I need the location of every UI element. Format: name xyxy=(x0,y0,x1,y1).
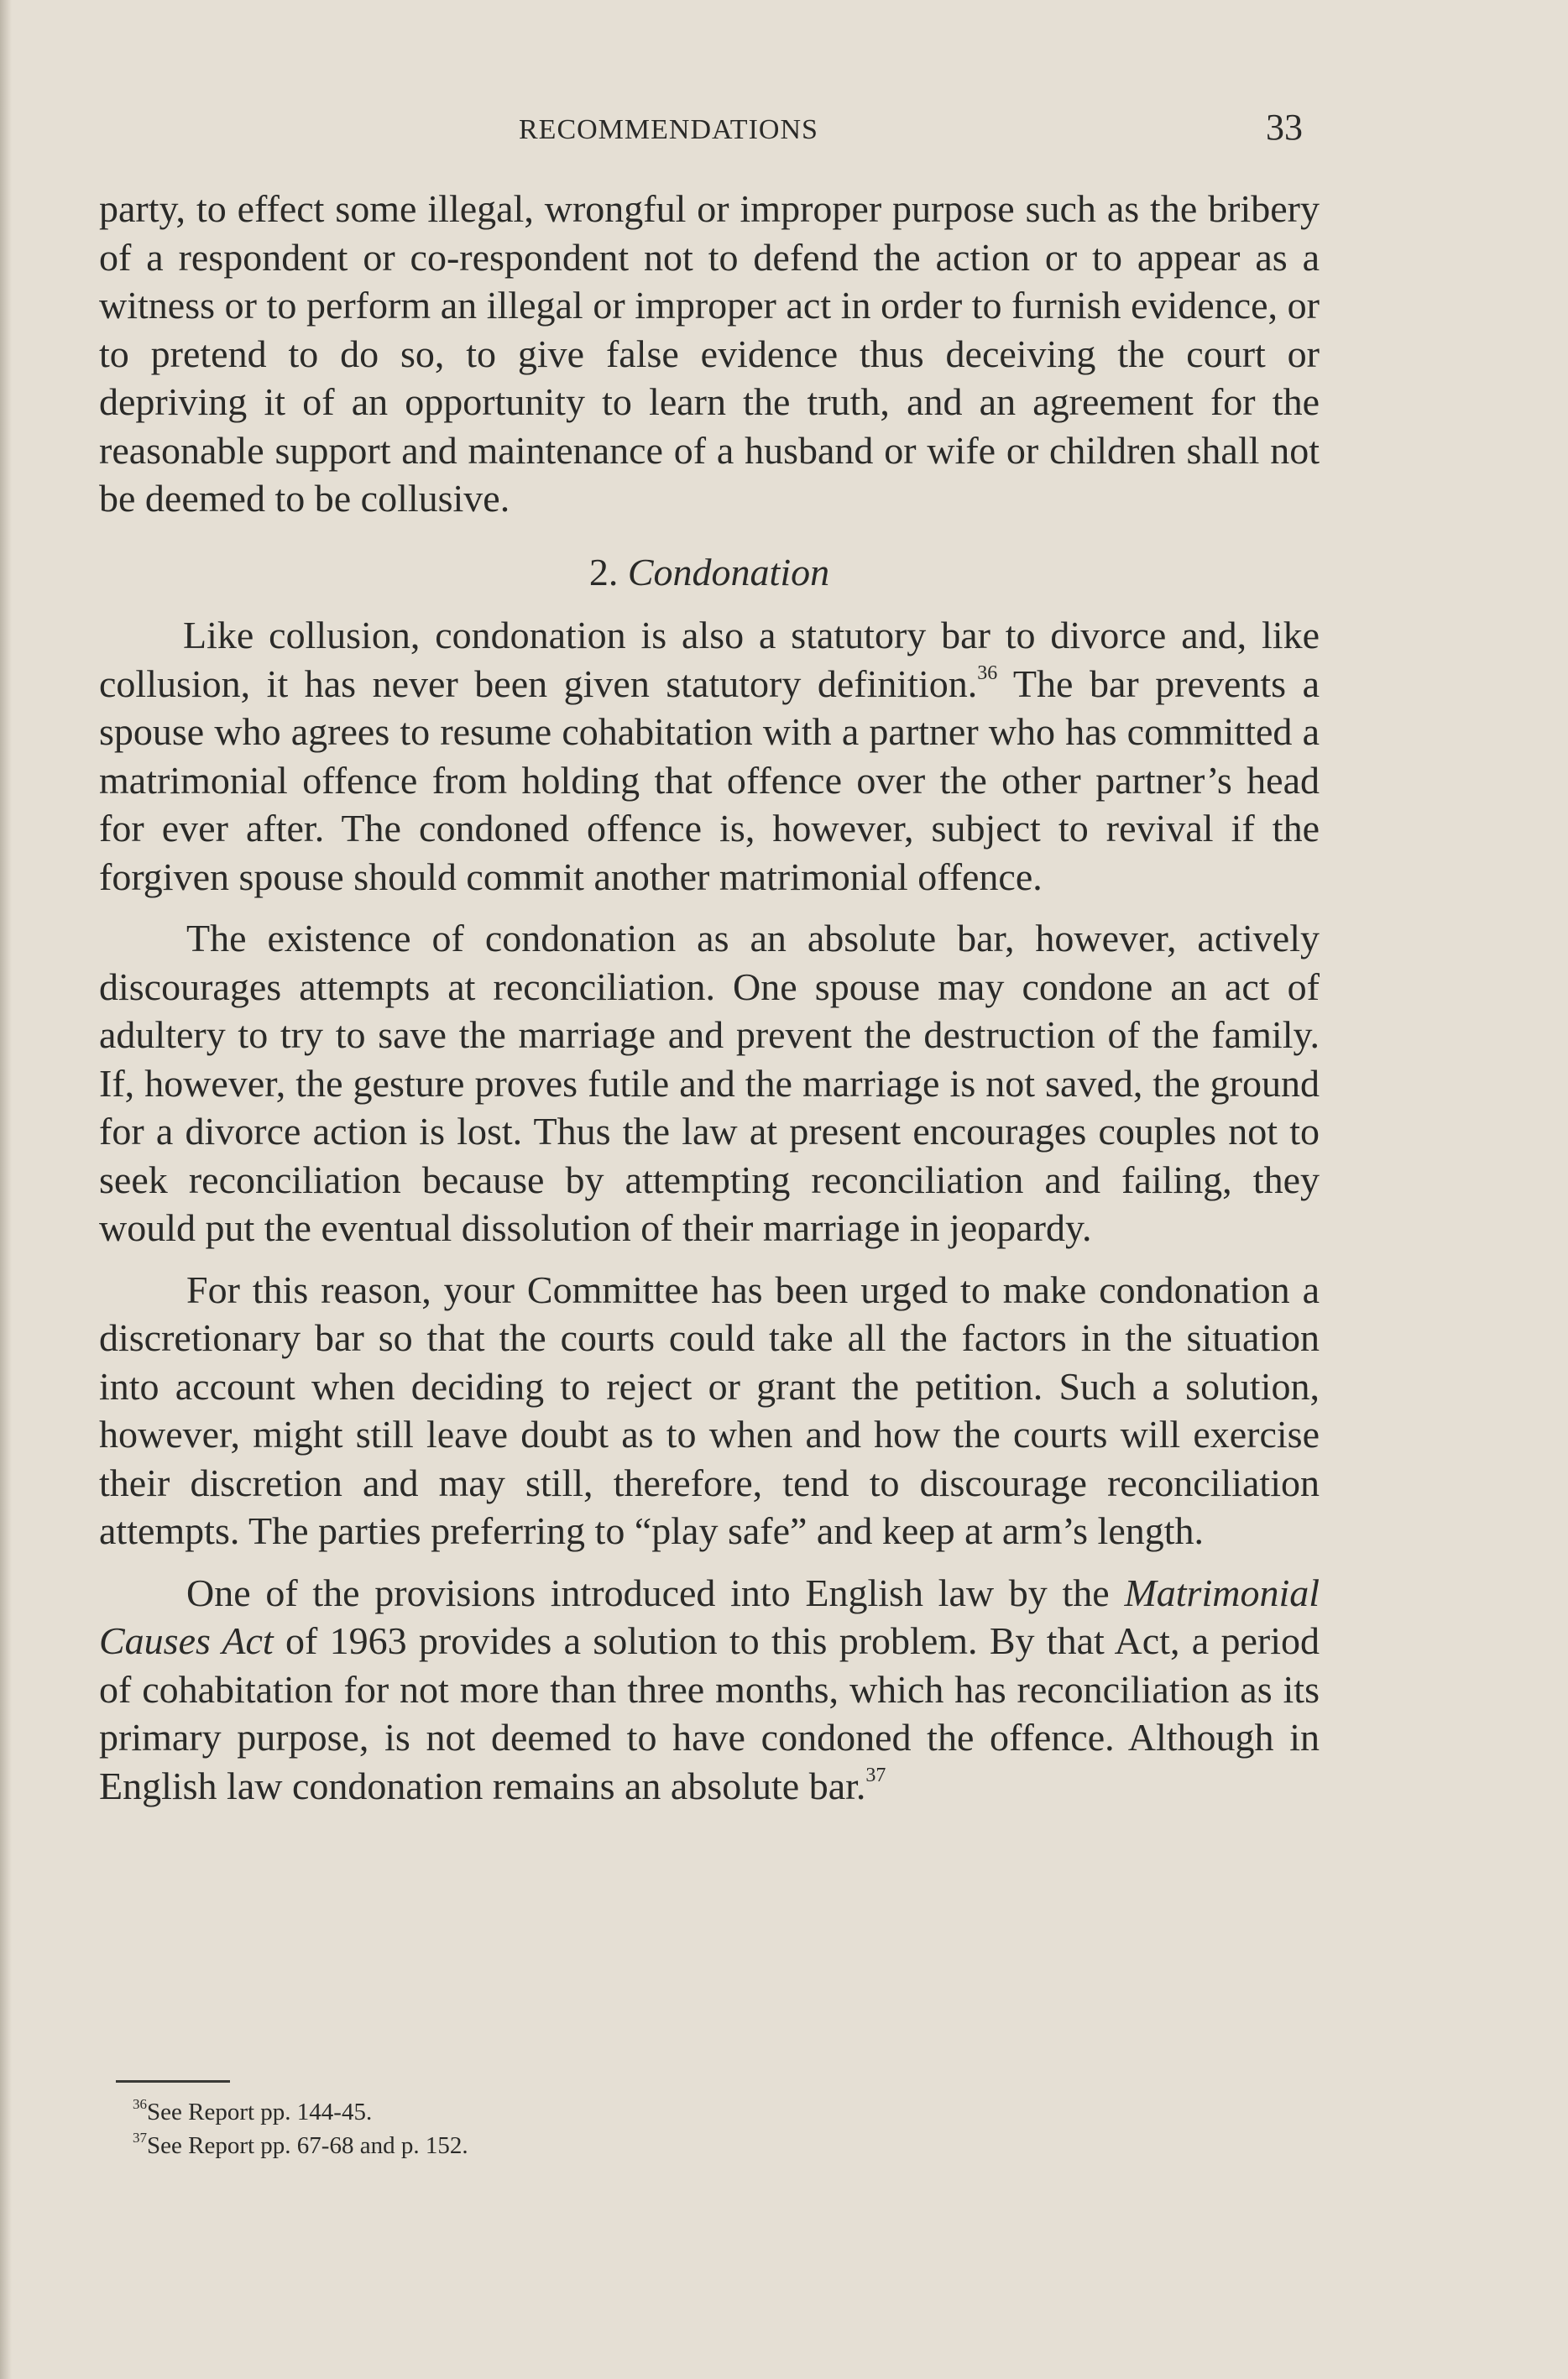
footnote-36 xyxy=(133,2095,468,2129)
running-head: RECOMMENDATIONS xyxy=(519,114,818,145)
section-number: 2. xyxy=(588,550,619,593)
paragraph-4 xyxy=(99,1569,1320,1811)
footnote-text: See Report pp. 144-45. xyxy=(147,2099,373,2125)
paragraph-1-text-b: The bar prevents a spouse who agrees to resume cohabitation with a partner who has committed a matrimonial offence from holding that offence over the other partner’s head for ever after. The condoned offence is, however, subject to revival if the forgiven spouse should commit another matrimonial offence. xyxy=(99,661,1320,898)
paragraph-2: The existence of condonation as an absolute bar, however, actively discourages attempts at reconciliation. One spouse may condone an act of adultery to try to save the marriage and prevent the destruction of the family. If, however, the gesture proves futile and the marriage is not saved, the ground for a divorce action is lost. Thus the law at present encourages couples not to seek reconciliation because by attempting reconciliation and failing, they would put the eventual dissolution of their marriage in jeopardy. xyxy=(99,917,1320,1249)
section-heading xyxy=(99,548,1320,597)
footnote-ref-37: 37 xyxy=(865,1765,886,1787)
paragraph-gap xyxy=(99,1556,1320,1569)
paragraph-1-text-a: Like collusion, condonation is also a statutory bar to divorce and, like collusion, it has never been given statutory definition. xyxy=(99,614,1320,705)
paragraph-1 xyxy=(99,611,1320,901)
footnote-rule xyxy=(116,2080,230,2083)
footnote-marker: 36 xyxy=(133,2096,147,2113)
section-title: Condonation xyxy=(627,550,830,593)
footnotes xyxy=(133,2095,468,2162)
body-text xyxy=(99,185,1320,1810)
paragraph-4-text-a: One of the provisions introduced into English law by the xyxy=(186,1571,1125,1614)
paragraph-gap xyxy=(99,1252,1320,1266)
footnote-marker: 37 xyxy=(133,2130,147,2146)
paragraph-4-text-b: of 1963 provides a solution to this problem. By that Act, a period of cohabitation for not more than three months, which has reconciliation as its primary purpose, is not deemed to have condoned the offence. Although in English law condonation remains an absolute bar. xyxy=(99,1619,1320,1807)
page-number: 33 xyxy=(1266,107,1303,148)
page-spine-shadow xyxy=(0,0,12,2379)
paragraph-continued: party, to effect some illegal, wrongful or improper purpose such as the bribery of a respondent or co-respondent not to defend the action or to appear as a witness or to perform an illegal or improper act in order to furnish evidence, or to pretend to do so, to give false evidence thus deceiving the court or depriving it of an opportunity to learn the truth, and an agreement for the reasonable support and maintenance of a husband or wife or children shall not be deemed to be collusive. xyxy=(99,187,1320,520)
paragraph-gap xyxy=(99,901,1320,914)
act-title: Matrimonial Causes Act xyxy=(99,1571,1320,1662)
footnote-37 xyxy=(133,2129,468,2162)
footnote-text: See Report pp. 67-68 and p. 152. xyxy=(147,2132,468,2159)
footnote-ref-36: 36 xyxy=(977,662,998,685)
paragraph-3: For this reason, your Committee has been urged to make condonation a discretionary bar so that the courts could take all the factors in the situation into account when deciding to reject or grant the petition. Such a solution, however, might still leave doubt as to when and how the courts will exercise their discretion and may still, therefore, tend to discourage reconciliation attempts. The parties preferring to “play safe” and keep at arm’s length. xyxy=(99,1268,1320,1552)
